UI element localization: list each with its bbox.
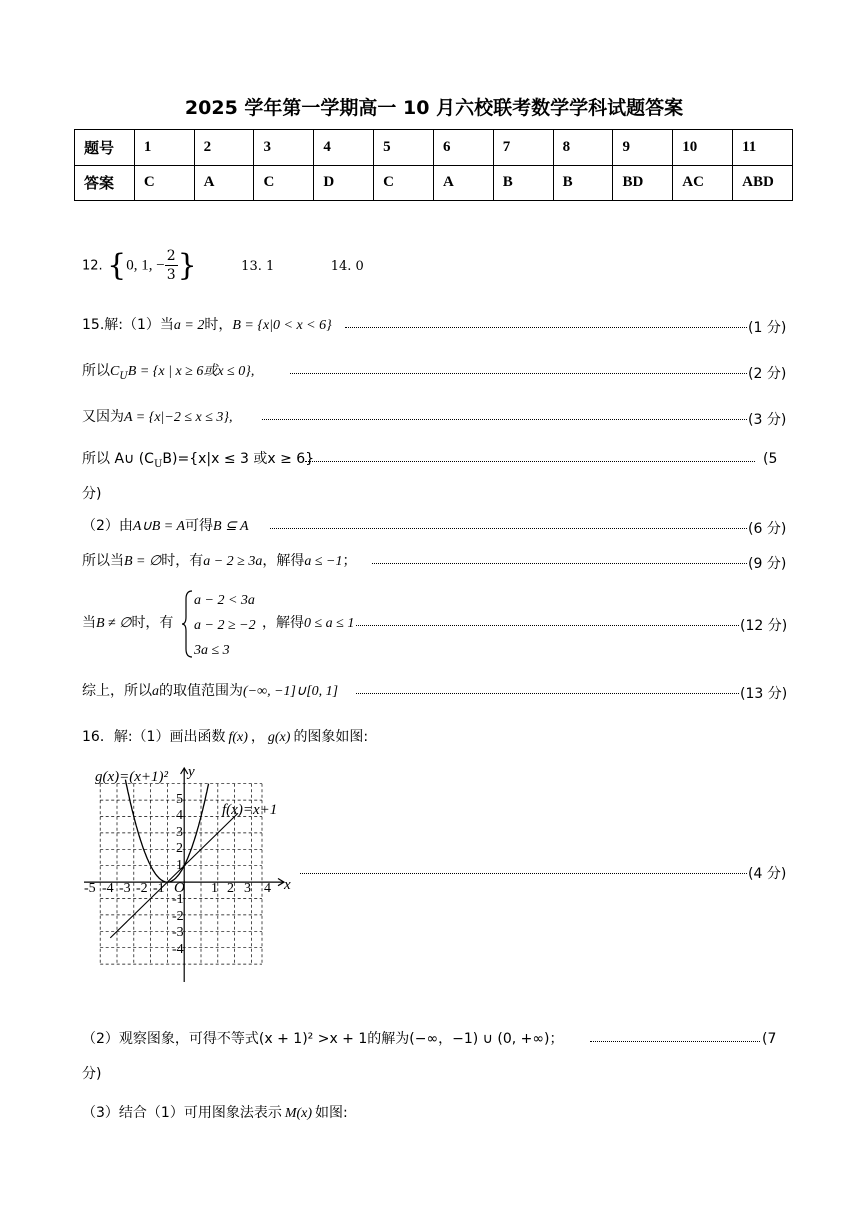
q15-l7-text3: ，解得 <box>262 615 304 631</box>
q15-l6-math: B = ∅ <box>124 554 162 569</box>
x-tick: 4 <box>264 881 271 896</box>
f-label: f(x)=x+1 <box>222 802 278 818</box>
score-label: (2 分) <box>748 366 787 382</box>
leader-dots <box>590 1030 760 1042</box>
q15-l7-math2: 0 ≤ a ≤ 1 <box>304 616 355 631</box>
row-label-answer: 答案 <box>75 165 135 201</box>
q15-l6-math2: a − 2 ≥ 3a <box>203 554 263 569</box>
answer-table <box>74 129 793 201</box>
table-cell: C <box>374 165 434 201</box>
table-cell: BD <box>613 165 673 201</box>
y-tick: -3 <box>172 925 184 940</box>
q15-l8-text2: 的取值范围为 <box>159 683 243 699</box>
q15-l4-text2: B)={x|x ≤ 3 或x ≥ 6} <box>162 451 315 467</box>
table-cell: D <box>314 165 374 201</box>
system-brace <box>182 589 194 659</box>
leader-dots <box>372 552 747 564</box>
q15-l4-text: 所以 A∪ (C <box>82 451 154 467</box>
score-label-cont: 分) <box>82 486 102 502</box>
inequality-system <box>194 588 256 663</box>
q15-line-3 <box>82 406 233 426</box>
score-label: (1 分) <box>748 320 787 336</box>
x-tick: -3 <box>119 881 131 896</box>
table-cell: 11 <box>733 130 793 166</box>
q15-l2-sub: U <box>119 370 128 382</box>
function-graph <box>84 760 294 990</box>
q15-l8-math: a <box>152 684 159 699</box>
q12-label: 12. <box>82 258 103 274</box>
q14-answer: 14. 0 <box>330 258 364 274</box>
q15-l8-text: 综上，所以 <box>82 683 152 699</box>
table-cell: A <box>194 165 254 201</box>
q16-l2-text: （2）观察图象，可得不等式(x + 1)² >x + 1的解为(−∞，−1) ∪ (0, +∞)； <box>82 1031 564 1047</box>
q15-l5-text2: 可得 <box>185 518 214 534</box>
q15-l7-text2: 时，有 <box>131 615 174 631</box>
q15-line-2 <box>82 360 254 382</box>
q15-line-6 <box>82 550 356 570</box>
q16-l1-f: f(x) <box>228 730 248 745</box>
q15-l6-text4: ； <box>342 553 357 569</box>
table-row-answers <box>75 165 793 201</box>
q16-line-1 <box>82 726 368 746</box>
table-cell: C <box>254 165 314 201</box>
q15-l1-text2: 时， <box>204 317 233 333</box>
q12-14-line <box>82 247 364 284</box>
table-cell: 5 <box>374 130 434 166</box>
system-row: a − 2 < 3a <box>194 593 255 608</box>
table-cell: 7 <box>493 130 553 166</box>
q15-l7-text: 当 <box>82 615 96 631</box>
score-label: (9 分) <box>748 556 787 572</box>
x-axis-label: x <box>284 877 291 893</box>
x-tick: 3 <box>244 881 251 896</box>
score-label: (7 <box>762 1031 777 1047</box>
q15-line-8 <box>82 680 338 700</box>
table-cell: 3 <box>254 130 314 166</box>
y-tick: 5 <box>176 792 183 807</box>
q16-l3-math: M(x) <box>284 1106 313 1121</box>
q16-line-2 <box>82 1028 564 1048</box>
table-cell: AC <box>673 165 733 201</box>
q15-line-5 <box>82 515 249 535</box>
row-label-number: 题号 <box>75 130 135 166</box>
q15-l4-sub: U <box>153 458 163 470</box>
table-row-numbers <box>75 130 793 166</box>
q15-l3-text: 又因为 <box>82 409 124 425</box>
system-row: 3a ≤ 3 <box>194 643 230 658</box>
leader-dots <box>345 316 747 328</box>
y-tick: 3 <box>176 825 183 840</box>
table-cell: ABD <box>733 165 793 201</box>
q15-l1-math: a = 2 <box>173 318 205 333</box>
q15-l7-math: B ≠ ∅ <box>96 616 132 631</box>
table-cell: 9 <box>613 130 673 166</box>
score-label: (4 分) <box>748 866 787 882</box>
fraction-denominator: 3 <box>166 267 176 283</box>
q15-l2-math: C <box>110 364 120 379</box>
q16-l1-sep: ， <box>250 729 265 745</box>
q15-l5-text: （2）由 <box>82 518 133 534</box>
leader-dots <box>262 408 747 420</box>
q15-l6-text2: 时，有 <box>161 553 204 569</box>
table-cell: B <box>553 165 613 201</box>
x-tick: 2 <box>227 881 234 896</box>
table-cell: 4 <box>314 130 374 166</box>
x-tick: -4 <box>102 881 114 896</box>
q16-l1-text2: 的图象如图: <box>293 729 369 745</box>
leader-dots <box>290 362 747 374</box>
y-tick: 4 <box>176 808 183 823</box>
q13-answer: 13. 1 <box>241 258 275 274</box>
x-tick: -2 <box>136 881 148 896</box>
q15-l6-text: 所以当 <box>82 553 124 569</box>
x-tick: -1 <box>153 881 165 896</box>
brace-close: } <box>177 248 197 283</box>
leader-dots <box>356 682 739 694</box>
q15-l5-math: A∪B = A <box>132 519 186 534</box>
system-row: a − 2 ≥ −2 <box>194 618 256 633</box>
score-label-cont: 分) <box>82 1066 102 1082</box>
q15-l1-text: 15.解:（1）当 <box>82 317 174 333</box>
brace-open: { <box>107 248 127 283</box>
y-tick: -2 <box>172 909 184 924</box>
q12-set-items: 0, 1, − <box>126 257 165 274</box>
score-label: (13 分) <box>740 686 788 702</box>
q15-line-7b <box>262 612 354 632</box>
leader-dots <box>356 614 739 626</box>
page-title: 2025 学年第一学期高一 10 月六校联考数学学科试题答案 <box>184 97 684 119</box>
q16-l3-text2: 如图: <box>315 1105 348 1121</box>
table-cell: 6 <box>433 130 493 166</box>
g-curve <box>125 780 208 883</box>
y-tick: -1 <box>172 892 184 907</box>
q16-l1-text: 16．解:（1）画出函数 <box>82 729 226 745</box>
q15-l2-math2: B = {x | x ≥ 6或x ≤ 0}, <box>127 364 255 379</box>
q16-line-3 <box>82 1102 348 1122</box>
q15-l1-set: B = {x|0 < x < 6} <box>232 318 332 333</box>
table-cell: A <box>433 165 493 201</box>
table-cell: 2 <box>194 130 254 166</box>
x-tick: -5 <box>84 881 96 896</box>
q16-l1-g: g(x) <box>267 730 291 745</box>
y-axis-label: y <box>188 764 195 780</box>
q15-l6-math3: a ≤ −1 <box>304 554 343 569</box>
g-label: g(x)=(x+1)² <box>95 769 169 785</box>
q15-l3-math: A = {x|−2 ≤ x ≤ 3}, <box>124 410 233 425</box>
q15-l2-text: 所以 <box>82 363 110 379</box>
table-cell: 10 <box>673 130 733 166</box>
score-label: (12 分) <box>740 618 788 634</box>
leader-dots <box>305 450 755 462</box>
table-cell: 8 <box>553 130 613 166</box>
q15-line-4 <box>82 448 314 470</box>
score-label: (3 分) <box>748 412 787 428</box>
fraction-numerator: 2 <box>166 248 176 264</box>
q15-line-1 <box>82 314 332 334</box>
q15-line-7 <box>82 612 173 632</box>
score-label: (6 分) <box>748 521 787 537</box>
leader-dots <box>300 862 747 874</box>
table-cell: B <box>493 165 553 201</box>
q16-l3-text: （3）结合（1）可用图象法表示 <box>82 1105 282 1121</box>
y-tick: -4 <box>172 942 184 957</box>
origin-label: O <box>174 880 185 896</box>
y-tick: 1 <box>176 858 183 873</box>
q15-l8-math2: (−∞, −1]∪[0, 1] <box>243 684 339 699</box>
table-cell: 1 <box>134 130 194 166</box>
q15-l5-math2: B ⊆ A <box>213 519 249 534</box>
q15-l6-text3: ，解得 <box>262 553 305 569</box>
table-cell: C <box>134 165 194 201</box>
x-tick: 1 <box>211 881 218 896</box>
leader-dots <box>270 517 747 529</box>
y-tick: 2 <box>176 841 183 856</box>
score-label: (5 <box>763 451 778 467</box>
q12-fraction <box>165 247 178 284</box>
